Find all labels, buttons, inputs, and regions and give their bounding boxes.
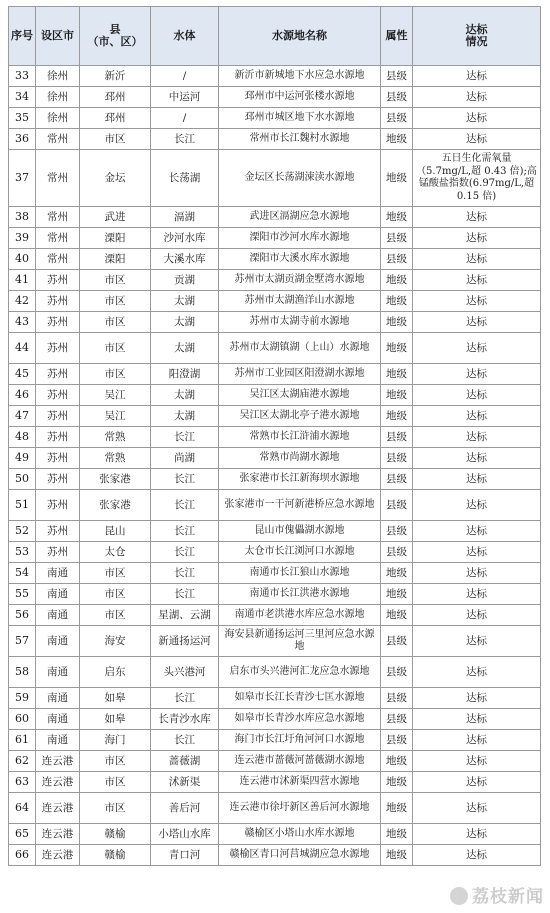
table-row [9, 291, 541, 312]
table-row [9, 824, 541, 845]
table-row [9, 793, 541, 824]
row-city: 苏州 [36, 427, 80, 448]
row-water-body: 新通扬运河 [151, 626, 219, 657]
row-no: 47 [9, 406, 36, 427]
table-row [9, 772, 541, 793]
row-source-name: 连云港市沭新渠四营水源地 [219, 772, 381, 793]
row-no: 44 [9, 333, 36, 364]
row-status: 达标 [413, 312, 541, 333]
row-city: 苏州 [36, 542, 80, 563]
row-city: 连云港 [36, 772, 80, 793]
row-water-body: 长江 [151, 542, 219, 563]
row-water-body: 中运河 [151, 87, 219, 108]
row-status: 达标 [413, 129, 541, 150]
row-source-name: 张家港市长江新海坝水源地 [219, 469, 381, 490]
table-row [9, 406, 541, 427]
row-no: 45 [9, 364, 36, 385]
row-no: 37 [9, 150, 36, 207]
row-source-name: 南通市长江洪港水源地 [219, 584, 381, 605]
row-county: 武进 [80, 207, 151, 228]
header-city: 设区市 [36, 7, 80, 66]
row-water-body: 小塔山水库 [151, 824, 219, 845]
row-level: 县级 [381, 228, 413, 249]
header-source-name: 水源地名称 [219, 7, 381, 66]
row-city: 常州 [36, 249, 80, 270]
row-county: 市区 [80, 270, 151, 291]
row-water-body: 沭新渠 [151, 772, 219, 793]
row-city: 苏州 [36, 291, 80, 312]
row-source-name: 启东市头兴港河汇龙应急水源地 [219, 657, 381, 688]
row-level: 地级 [381, 563, 413, 584]
row-no: 36 [9, 129, 36, 150]
row-no: 59 [9, 688, 36, 709]
row-source-name: 海安县新通扬运河三里河应急水源地 [219, 626, 381, 657]
table-row [9, 490, 541, 521]
row-water-body: 长江 [151, 469, 219, 490]
row-city: 南通 [36, 688, 80, 709]
row-no: 56 [9, 605, 36, 626]
row-source-name: 苏州市工业园区阳澄湖水源地 [219, 364, 381, 385]
row-level: 地级 [381, 291, 413, 312]
row-city: 徐州 [36, 108, 80, 129]
row-level: 县级 [381, 521, 413, 542]
table-row [9, 249, 541, 270]
row-city: 连云港 [36, 751, 80, 772]
row-county: 溧阳 [80, 228, 151, 249]
table-row [9, 751, 541, 772]
row-no: 54 [9, 563, 36, 584]
table-row [9, 66, 541, 87]
row-source-name: 武进区滆湖应急水源地 [219, 207, 381, 228]
row-county: 市区 [80, 605, 151, 626]
row-status: 达标 [413, 108, 541, 129]
table-row [9, 228, 541, 249]
row-city: 常州 [36, 228, 80, 249]
row-source-name: 太仓市长江浏河口水源地 [219, 542, 381, 563]
row-city: 苏州 [36, 270, 80, 291]
row-county: 市区 [80, 563, 151, 584]
table-row [9, 270, 541, 291]
row-level: 县级 [381, 626, 413, 657]
row-status: 达标 [413, 207, 541, 228]
table-row [9, 312, 541, 333]
row-county: 海门 [80, 730, 151, 751]
table-row [9, 385, 541, 406]
table-row [9, 129, 541, 150]
row-no: 63 [9, 772, 36, 793]
row-city: 南通 [36, 563, 80, 584]
row-no: 48 [9, 427, 36, 448]
row-status: 达标 [413, 563, 541, 584]
row-county: 市区 [80, 333, 151, 364]
row-status: 五日生化需氧量（5.7mg/L,超 0.43 倍);高锰酸盐指数(6.97mg/L,超 0.15 倍) [413, 150, 541, 207]
row-status: 达标 [413, 385, 541, 406]
row-level: 地级 [381, 772, 413, 793]
row-source-name: 邳州市中运河张楼水源地 [219, 87, 381, 108]
row-county: 市区 [80, 584, 151, 605]
water-source-table [8, 6, 541, 866]
row-level: 地级 [381, 312, 413, 333]
row-source-name: 南通市长江狼山水源地 [219, 563, 381, 584]
header-level: 属性 [381, 7, 413, 66]
row-county: 市区 [80, 751, 151, 772]
row-county: 吴江 [80, 406, 151, 427]
row-level: 地级 [381, 751, 413, 772]
row-status: 达标 [413, 469, 541, 490]
row-water-body: 头兴港河 [151, 657, 219, 688]
row-level: 县级 [381, 249, 413, 270]
row-water-body: 太湖 [151, 385, 219, 406]
row-city: 苏州 [36, 312, 80, 333]
row-no: 66 [9, 845, 36, 866]
row-water-body: 长江 [151, 490, 219, 521]
row-source-name: 常熟市尚湖水源地 [219, 448, 381, 469]
row-water-body: 长江 [151, 688, 219, 709]
row-level: 地级 [381, 845, 413, 866]
row-water-body: 阳澄湖 [151, 364, 219, 385]
row-source-name: 昆山市傀儡湖水源地 [219, 521, 381, 542]
row-source-name: 溧阳市大溪水库水源地 [219, 249, 381, 270]
row-water-body: 青口河 [151, 845, 219, 866]
row-status: 达标 [413, 657, 541, 688]
row-no: 64 [9, 793, 36, 824]
row-source-name: 连云港市徐圩新区善后河水源地 [219, 793, 381, 824]
row-water-body: 长江 [151, 129, 219, 150]
row-city: 苏州 [36, 364, 80, 385]
row-city: 南通 [36, 709, 80, 730]
row-county: 市区 [80, 772, 151, 793]
row-water-body: / [151, 66, 219, 87]
row-level: 地级 [381, 793, 413, 824]
row-source-name: 金坛区长荡湖涑渎水源地 [219, 150, 381, 207]
row-city: 南通 [36, 657, 80, 688]
row-water-body: 沙河水库 [151, 228, 219, 249]
row-source-name: 苏州市太湖渔洋山水源地 [219, 291, 381, 312]
row-water-body: 长江 [151, 730, 219, 751]
row-county: 赣榆 [80, 845, 151, 866]
row-status: 达标 [413, 291, 541, 312]
table-row [9, 469, 541, 490]
row-status: 达标 [413, 824, 541, 845]
row-city: 苏州 [36, 469, 80, 490]
row-county: 张家港 [80, 490, 151, 521]
row-city: 南通 [36, 626, 80, 657]
row-city: 常州 [36, 207, 80, 228]
row-source-name: 赣榆区青口河莒城湖应急水源地 [219, 845, 381, 866]
row-source-name: 苏州市太湖寺前水源地 [219, 312, 381, 333]
row-status: 达标 [413, 709, 541, 730]
watermark-logo [344, 885, 544, 909]
table-row [9, 521, 541, 542]
row-water-body: 长江 [151, 563, 219, 584]
row-no: 41 [9, 270, 36, 291]
row-level: 县级 [381, 688, 413, 709]
table-row [9, 563, 541, 584]
row-status: 达标 [413, 427, 541, 448]
row-water-body: 星湖、云湖 [151, 605, 219, 626]
row-level: 县级 [381, 108, 413, 129]
header-county: 县 （市、区） [80, 7, 151, 66]
row-level: 地级 [381, 584, 413, 605]
table-row [9, 87, 541, 108]
row-no: 43 [9, 312, 36, 333]
row-city: 苏州 [36, 448, 80, 469]
row-status: 达标 [413, 626, 541, 657]
row-county: 市区 [80, 793, 151, 824]
row-source-name: 吴江区太湖北亭子港水源地 [219, 406, 381, 427]
table-row [9, 845, 541, 866]
table-row [9, 108, 541, 129]
row-status: 达标 [413, 448, 541, 469]
row-city: 南通 [36, 730, 80, 751]
table-row [9, 657, 541, 688]
row-county: 市区 [80, 129, 151, 150]
row-no: 51 [9, 490, 36, 521]
row-no: 33 [9, 66, 36, 87]
row-level: 地级 [381, 385, 413, 406]
row-city: 苏州 [36, 406, 80, 427]
row-water-body: 太湖 [151, 312, 219, 333]
row-water-body: 太湖 [151, 333, 219, 364]
row-source-name: 赣榆区小塔山水库水源地 [219, 824, 381, 845]
row-no: 39 [9, 228, 36, 249]
row-city: 连云港 [36, 824, 80, 845]
row-level: 地级 [381, 150, 413, 207]
row-source-name: 如皋市长青沙水库应急水源地 [219, 709, 381, 730]
table-row [9, 448, 541, 469]
row-city: 苏州 [36, 385, 80, 406]
row-no: 57 [9, 626, 36, 657]
row-status: 达标 [413, 751, 541, 772]
row-county: 邳州 [80, 108, 151, 129]
row-level: 县级 [381, 448, 413, 469]
row-status: 达标 [413, 542, 541, 563]
row-status: 达标 [413, 688, 541, 709]
row-county: 启东 [80, 657, 151, 688]
row-no: 52 [9, 521, 36, 542]
row-water-body: 太湖 [151, 291, 219, 312]
row-no: 49 [9, 448, 36, 469]
row-status: 达标 [413, 228, 541, 249]
table-row [9, 730, 541, 751]
row-status: 达标 [413, 584, 541, 605]
row-source-name: 苏州市太湖镇湖（上山）水源地 [219, 333, 381, 364]
row-status: 达标 [413, 845, 541, 866]
row-level: 地级 [381, 207, 413, 228]
row-no: 55 [9, 584, 36, 605]
row-status: 达标 [413, 521, 541, 542]
row-status: 达标 [413, 730, 541, 751]
row-source-name: 常熟市长江浒浦水源地 [219, 427, 381, 448]
header-no: 序号 [9, 7, 36, 66]
row-water-body: 善后河 [151, 793, 219, 824]
row-level: 地级 [381, 824, 413, 845]
row-source-name: 新沂市新城地下水应急水源地 [219, 66, 381, 87]
row-no: 35 [9, 108, 36, 129]
row-no: 42 [9, 291, 36, 312]
table-row [9, 207, 541, 228]
row-source-name: 溧阳市沙河水库水源地 [219, 228, 381, 249]
row-city: 连云港 [36, 845, 80, 866]
row-status: 达标 [413, 66, 541, 87]
row-water-body: 长荡湖 [151, 150, 219, 207]
row-county: 常熟 [80, 448, 151, 469]
table-row [9, 427, 541, 448]
row-level: 县级 [381, 657, 413, 688]
row-level: 地级 [381, 364, 413, 385]
row-status: 达标 [413, 364, 541, 385]
table-row [9, 605, 541, 626]
row-source-name: 连云港市蔷薇河蔷薇湖水源地 [219, 751, 381, 772]
row-water-body: 长江 [151, 521, 219, 542]
row-level: 县级 [381, 490, 413, 521]
row-water-body: 太湖 [151, 406, 219, 427]
row-county: 张家港 [80, 469, 151, 490]
row-level: 县级 [381, 709, 413, 730]
row-city: 常州 [36, 150, 80, 207]
row-source-name: 吴江区太湖庙港水源地 [219, 385, 381, 406]
row-status: 达标 [413, 333, 541, 364]
row-level: 县级 [381, 469, 413, 490]
row-county: 邳州 [80, 87, 151, 108]
row-status: 达标 [413, 793, 541, 824]
row-city: 连云港 [36, 793, 80, 824]
row-county: 如皋 [80, 709, 151, 730]
row-city: 苏州 [36, 490, 80, 521]
table-row [9, 333, 541, 364]
table-row [9, 150, 541, 207]
row-water-body: 蔷薇湖 [151, 751, 219, 772]
row-county: 市区 [80, 291, 151, 312]
row-level: 地级 [381, 270, 413, 291]
row-water-body: 滆湖 [151, 207, 219, 228]
row-status: 达标 [413, 605, 541, 626]
row-no: 62 [9, 751, 36, 772]
row-status: 达标 [413, 406, 541, 427]
table-row [9, 364, 541, 385]
row-no: 53 [9, 542, 36, 563]
row-source-name: 邳州市城区地下水水源地 [219, 108, 381, 129]
row-city: 南通 [36, 605, 80, 626]
row-water-body: 长江 [151, 584, 219, 605]
row-level: 地级 [381, 406, 413, 427]
row-level: 地级 [381, 129, 413, 150]
row-no: 34 [9, 87, 36, 108]
row-water-body: 贡湖 [151, 270, 219, 291]
row-city: 徐州 [36, 87, 80, 108]
row-city: 常州 [36, 129, 80, 150]
row-no: 58 [9, 657, 36, 688]
row-county: 太仓 [80, 542, 151, 563]
row-water-body: / [151, 108, 219, 129]
row-county: 新沂 [80, 66, 151, 87]
row-no: 61 [9, 730, 36, 751]
row-source-name: 张家港市一干河新港桥应急水源地 [219, 490, 381, 521]
row-city: 南通 [36, 584, 80, 605]
row-no: 46 [9, 385, 36, 406]
row-no: 40 [9, 249, 36, 270]
row-status: 达标 [413, 87, 541, 108]
row-no: 60 [9, 709, 36, 730]
watermark-text: 荔枝新闻 [472, 887, 544, 907]
row-county: 吴江 [80, 385, 151, 406]
row-no: 38 [9, 207, 36, 228]
row-source-name: 海门市长江圩角河河口水源地 [219, 730, 381, 751]
table-header [9, 7, 541, 66]
row-source-name: 常州市长江魏村水源地 [219, 129, 381, 150]
table-row [9, 584, 541, 605]
table-body [9, 66, 541, 866]
row-status: 达标 [413, 772, 541, 793]
row-level: 县级 [381, 66, 413, 87]
row-water-body: 长江 [151, 427, 219, 448]
row-level: 县级 [381, 87, 413, 108]
row-county: 常熟 [80, 427, 151, 448]
header-status: 达标 情况 [413, 7, 541, 66]
row-level: 地级 [381, 333, 413, 364]
row-source-name: 苏州市太湖贡湖金墅湾水源地 [219, 270, 381, 291]
watermark-badge-icon [450, 887, 468, 905]
row-county: 溧阳 [80, 249, 151, 270]
row-city: 苏州 [36, 333, 80, 364]
row-water-body: 长青沙水库 [151, 709, 219, 730]
table-row [9, 626, 541, 657]
table-row [9, 542, 541, 563]
table-row [9, 688, 541, 709]
row-water-body: 大溪水库 [151, 249, 219, 270]
row-county: 昆山 [80, 521, 151, 542]
row-source-name: 南通市老洪港水库应急水源地 [219, 605, 381, 626]
row-level: 地级 [381, 605, 413, 626]
header-water-body: 水体 [151, 7, 219, 66]
table-row [9, 709, 541, 730]
row-city: 苏州 [36, 521, 80, 542]
row-level: 县级 [381, 730, 413, 751]
row-source-name: 如皋市长江长青沙七匡水源地 [219, 688, 381, 709]
row-county: 赣榆 [80, 824, 151, 845]
row-water-body: 尚湖 [151, 448, 219, 469]
row-status: 达标 [413, 249, 541, 270]
row-county: 海安 [80, 626, 151, 657]
row-county: 如皋 [80, 688, 151, 709]
row-county: 金坛 [80, 150, 151, 207]
row-status: 达标 [413, 490, 541, 521]
row-county: 市区 [80, 364, 151, 385]
row-no: 50 [9, 469, 36, 490]
row-city: 徐州 [36, 66, 80, 87]
row-no: 65 [9, 824, 36, 845]
row-level: 县级 [381, 427, 413, 448]
row-county: 市区 [80, 312, 151, 333]
row-status: 达标 [413, 270, 541, 291]
row-level: 县级 [381, 542, 413, 563]
